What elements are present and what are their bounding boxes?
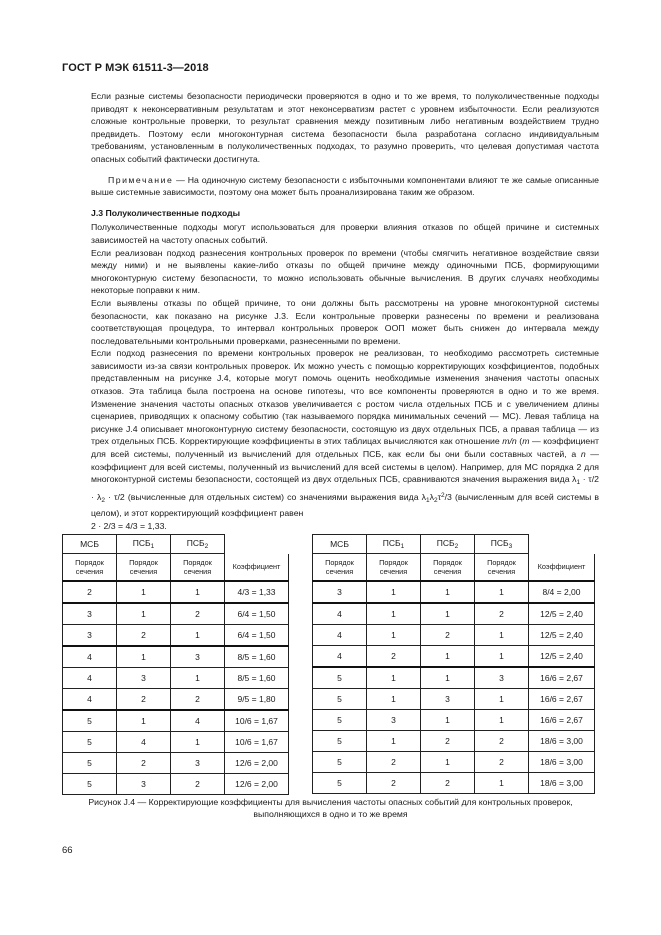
right-table-cell: 1 bbox=[475, 625, 529, 646]
left-coef-header: Коэффициент bbox=[225, 554, 289, 582]
paragraph-intro: Если разные системы безопасности периодически проверяются в одно и то же время, то полуколичественные подходы приводят к неконсервативным результатам и этот неконсерватизм растет с уровнем избыточности. Если реализуются сложные контрольные проверки, то результат сравнения между позитивным либо негативным воздействием трудно предвидеть. Поэтому если многоконтурная система безопасности была разработана согласно индивидуальным требованиям, установленным в полуколичественных подходах, то разумно проверить, что целевая допустимая частота опасных событий фактически достигнута. bbox=[91, 91, 599, 164]
right-table-cell: 1 bbox=[421, 710, 475, 731]
left-table-cell: 6/4 = 1,50 bbox=[225, 603, 289, 625]
right-table-cell: 2 bbox=[367, 752, 421, 773]
left-table-cell: 12/6 = 2,00 bbox=[225, 753, 289, 774]
left-table-cell: 1 bbox=[117, 710, 171, 732]
right-table-row bbox=[313, 667, 595, 689]
p5-m: m bbox=[522, 436, 530, 447]
right-table-cell: 1 bbox=[475, 710, 529, 731]
right-table-cell: 1 bbox=[475, 689, 529, 710]
left-table-cell: 1 bbox=[171, 732, 225, 753]
section-title: J.3 Полуколичественные подходы bbox=[91, 207, 241, 218]
lambda-sub-2: 2 bbox=[101, 496, 105, 504]
tau-sup: 2 bbox=[441, 491, 445, 499]
right-table-row bbox=[313, 581, 595, 603]
right-table-cell: 5 bbox=[313, 731, 367, 752]
right-table-cell: 5 bbox=[313, 667, 367, 689]
right-table-cell: 5 bbox=[313, 752, 367, 773]
left-table-cell: 10/6 = 1,67 bbox=[225, 710, 289, 732]
left-subheader: Порядок сечения bbox=[117, 554, 171, 582]
left-table-cell: 4/3 = 1,33 bbox=[225, 581, 289, 603]
right-table-cell: 1 bbox=[367, 581, 421, 603]
p5-part-e: · τ/2 · λ bbox=[91, 474, 599, 502]
left-table-cell: 1 bbox=[117, 603, 171, 625]
right-table-cell: 18/6 = 3,00 bbox=[529, 752, 595, 773]
right-table-row bbox=[313, 752, 595, 773]
document-header: ГОСТ Р МЭК 61511-3—2018 bbox=[62, 62, 209, 74]
p5-n: n bbox=[580, 449, 586, 460]
right-table-cell: 1 bbox=[421, 667, 475, 689]
left-table-cell: 1 bbox=[171, 581, 225, 603]
paragraph-semi-quant: Полуколичественные подходы могут использоваться для проверки влияния отказов по общей причине и системных зависимостей на частоту опасных событий. bbox=[91, 222, 599, 245]
body-text bbox=[91, 90, 599, 533]
right-table-cell: 5 bbox=[313, 773, 367, 794]
right-table-cell: 1 bbox=[475, 581, 529, 603]
right-subheader: Порядок сечения bbox=[313, 554, 367, 582]
left-table-cell: 2 bbox=[117, 625, 171, 647]
left-table-cell: 3 bbox=[171, 753, 225, 774]
left-table-cell: 10/6 = 1,67 bbox=[225, 732, 289, 753]
left-table-cell: 12/6 = 2,00 bbox=[225, 774, 289, 795]
right-table-cell: 3 bbox=[475, 667, 529, 689]
right-table-cell: 1 bbox=[421, 646, 475, 668]
left-table-cell: 2 bbox=[171, 774, 225, 795]
left-table-cell: 1 bbox=[117, 581, 171, 603]
right-table-cell: 18/6 = 3,00 bbox=[529, 773, 595, 794]
left-table-cell: 4 bbox=[171, 710, 225, 732]
left-table-cell: 3 bbox=[63, 603, 117, 625]
left-table-cell: 8/5 = 1,60 bbox=[225, 668, 289, 689]
right-table-cell: 1 bbox=[475, 773, 529, 794]
left-table-cell: 2 bbox=[63, 581, 117, 603]
right-table-cell: 8/4 = 2,00 bbox=[529, 581, 595, 603]
right-subheader: Порядок сечения bbox=[421, 554, 475, 582]
left-table-cell: 5 bbox=[63, 753, 117, 774]
p5-mn: m/n bbox=[502, 436, 517, 447]
right-table-cell: 2 bbox=[475, 731, 529, 752]
lambda-sub-2b: 2 bbox=[433, 496, 438, 504]
p5-end: 2 · 2/3 = 4/3 = 1,33. bbox=[91, 521, 167, 531]
left-header-psb2: $ПСБ_2$ bbox=[171, 535, 225, 554]
right-table-cell: 16/6 = 2,67 bbox=[529, 689, 595, 710]
right-table-cell: 12/5 = 2,40 bbox=[529, 646, 595, 668]
left-table-row bbox=[63, 603, 289, 625]
p5-part-b: ( bbox=[516, 436, 523, 447]
right-table-cell: 2 bbox=[367, 646, 421, 668]
left-table-row bbox=[63, 625, 289, 647]
right-table-cell: 2 bbox=[475, 752, 529, 773]
right-table-cell: 1 bbox=[367, 603, 421, 625]
p5-part-g: λ bbox=[429, 491, 434, 502]
right-header-psb1: $ПСБ_1$ bbox=[367, 535, 421, 554]
left-table-row bbox=[63, 668, 289, 689]
left-table-row bbox=[63, 774, 289, 795]
right-table-cell: 1 bbox=[367, 731, 421, 752]
right-table-cell: 2 bbox=[421, 625, 475, 646]
left-table-row bbox=[63, 753, 289, 774]
left-table-cell: 5 bbox=[63, 732, 117, 753]
right-table-cell: 2 bbox=[421, 773, 475, 794]
right-coefficient-table bbox=[312, 534, 595, 794]
right-table-row bbox=[313, 646, 595, 668]
left-table-cell: 3 bbox=[63, 625, 117, 647]
right-table-cell: 5 bbox=[313, 710, 367, 731]
right-table-cell: 12/5 = 2,40 bbox=[529, 603, 595, 625]
right-table-cell: 12/5 = 2,40 bbox=[529, 625, 595, 646]
right-coef-header: Коэффициент bbox=[529, 554, 595, 582]
left-header-msb: МСБ bbox=[63, 535, 117, 554]
left-table-cell: 4 bbox=[63, 689, 117, 711]
paragraph-correction bbox=[91, 347, 599, 532]
left-table-row bbox=[63, 710, 289, 732]
right-table-cell: 4 bbox=[313, 625, 367, 646]
left-table-cell: 2 bbox=[171, 603, 225, 625]
note bbox=[91, 174, 599, 199]
right-table-cell: 2 bbox=[367, 773, 421, 794]
left-table-row bbox=[63, 689, 289, 711]
right-table-cell: 5 bbox=[313, 689, 367, 710]
left-table-cell: 1 bbox=[171, 668, 225, 689]
right-table-row bbox=[313, 710, 595, 731]
left-table-cell: 3 bbox=[117, 774, 171, 795]
p5-part-h: τ bbox=[437, 491, 441, 502]
left-table-cell: 5 bbox=[63, 710, 117, 732]
left-table-cell: 4 bbox=[63, 646, 117, 668]
left-table-cell: 1 bbox=[171, 625, 225, 647]
left-table-cell: 2 bbox=[117, 689, 171, 711]
p5-part-c: — коэффициент для всей системы, полученный из вычислений для отдельных ПСБ, как если бы они были составных частей, а bbox=[91, 436, 600, 460]
right-table-cell: 1 bbox=[367, 667, 421, 689]
right-table-cell: 1 bbox=[421, 581, 475, 603]
right-table-row bbox=[313, 689, 595, 710]
right-header-psb2: $ПСБ_2$ bbox=[421, 535, 475, 554]
right-table-cell: 1 bbox=[421, 603, 475, 625]
right-subheader: Порядок сечения bbox=[367, 554, 421, 582]
left-subheader: Порядок сечения bbox=[171, 554, 225, 582]
note-text: — На одиночную систему безопасности с избыточными компонентами влияют те же самые описанные выше системные зависимости, поэтому она может быть проанализирована таким же образом. bbox=[91, 174, 599, 198]
figure-caption: Рисунок J.4 — Корректирующие коэффициенты для вычисления частоты опасных событий для контрольных проверок, выполняющихся в одно и то же время bbox=[88, 797, 573, 819]
right-subheader: Порядок сечения bbox=[475, 554, 529, 582]
left-coefficient-table bbox=[62, 534, 289, 795]
right-table-row bbox=[313, 773, 595, 794]
right-table-row bbox=[313, 731, 595, 752]
left-table-cell: 4 bbox=[63, 668, 117, 689]
right-header-psb3: $ПСБ_3$ bbox=[475, 535, 529, 554]
lambda-sub-1b: 1 bbox=[425, 496, 430, 504]
left-table-row bbox=[63, 732, 289, 753]
right-table-cell: 18/6 = 3,00 bbox=[529, 731, 595, 752]
right-table-cell: 4 bbox=[313, 603, 367, 625]
left-table-cell: 1 bbox=[117, 646, 171, 668]
right-table-cell: 2 bbox=[475, 603, 529, 625]
lambda-sub-1: 1 bbox=[576, 479, 581, 487]
left-table-cell: 3 bbox=[117, 668, 171, 689]
right-table-cell: 3 bbox=[421, 689, 475, 710]
p5-part-a: Если подход разнесения по времени контрольных проверок не реализован, то необходимо рассмотреть системные зависимости из-за связи контрольных проверок. Их можно учесть с помощью корректирующих коэффициентов, подобных представленным на рисунке J.4, которые могут помочь оценить необходимые изменения значения частоты опасных отказов. Эта таблица была построена на основе гипотезы, что все компоненты проверяются в одно и то же время. Изменение значения частоты опасных отказов увеличивается с ростом числа отдельных ПСБ и с увеличением длины сценариев, приводящих к опасному событию (так называемого порядка минимальных сечений — МС). Левая таблица на рисунке J.4 описывает многоконтурную систему безопасности, состоящую из двух отдельных ПСБ, а правая таблица — из трех отдельных ПСБ. Корректирующие коэффициенты в этих таблицах вычисляются как отношение bbox=[91, 348, 599, 447]
left-table-cell: 8/5 = 1,60 bbox=[225, 646, 289, 668]
left-table-cell: 9/5 = 1,80 bbox=[225, 689, 289, 711]
right-table-cell: 4 bbox=[313, 646, 367, 668]
left-table-cell: 4 bbox=[117, 732, 171, 753]
right-header-msb: МСБ bbox=[313, 535, 367, 554]
left-table-cell: 6/4 = 1,50 bbox=[225, 625, 289, 647]
left-table-cell: 2 bbox=[171, 689, 225, 711]
note-label: Примечание bbox=[108, 174, 174, 185]
right-table-cell: 16/6 = 2,67 bbox=[529, 667, 595, 689]
right-table-cell: 3 bbox=[313, 581, 367, 603]
right-table-cell: 16/6 = 2,67 bbox=[529, 710, 595, 731]
p5-part-f: · τ/2 (вычисленные для отдельных систем) со значениями выражения вида λ bbox=[104, 491, 426, 502]
right-table-cell: 1 bbox=[367, 625, 421, 646]
right-table-cell: 2 bbox=[421, 731, 475, 752]
right-table-cell: 1 bbox=[367, 689, 421, 710]
left-header-psb1: $ПСБ_1$ bbox=[117, 535, 171, 554]
left-table-row bbox=[63, 581, 289, 603]
p5-part-d: — коэффициент для всей системы, полученный из вычислений для всей системы в целом). Например, для МС порядка 2 для многоконтурной системы безопасности, состоящей из двух отдельных ПСБ, сравниваются значения выражения вида λ bbox=[91, 449, 599, 485]
p5-part-i: /3 (вычисленным для всей системы в целом), и этот корректирующий коэффициент равен bbox=[91, 491, 599, 519]
right-table-cell: 1 bbox=[475, 646, 529, 668]
page-number: 66 bbox=[62, 845, 73, 856]
right-table-cell: 1 bbox=[421, 752, 475, 773]
paragraph-common-cause: Если выявлены отказы по общей причине, то они должны быть рассмотрены на уровне многоконтурной системы безопасности, как показано на рисунке J.3. Если контрольные проверки разнесены по времени и реализована соответствующая процедура, то интервал контрольных проверок ООП может быть снижен до интервала между последовательными контрольными проверками, разнесенными по времени. bbox=[91, 297, 599, 346]
right-table-row bbox=[313, 603, 595, 625]
paragraph-time-separation: Если реализован подход разнесения контрольных проверок по времени (чтобы смягчить негативное воздействие связи между ними) и не выявлены какие-либо отказы по общей причине между одиночными ПСБ, формирующими многоконтурную систему безопасности, то можно использовать обычные вычисления. В других случаях необходимы некоторые поправки к ним. bbox=[91, 247, 599, 296]
left-table-cell: 3 bbox=[171, 646, 225, 668]
left-table-cell: 5 bbox=[63, 774, 117, 795]
left-subheader: Порядок сечения bbox=[63, 554, 117, 582]
right-table-row bbox=[313, 625, 595, 646]
right-table-cell: 3 bbox=[367, 710, 421, 731]
left-table-cell: 2 bbox=[117, 753, 171, 774]
left-table-row bbox=[63, 646, 289, 668]
